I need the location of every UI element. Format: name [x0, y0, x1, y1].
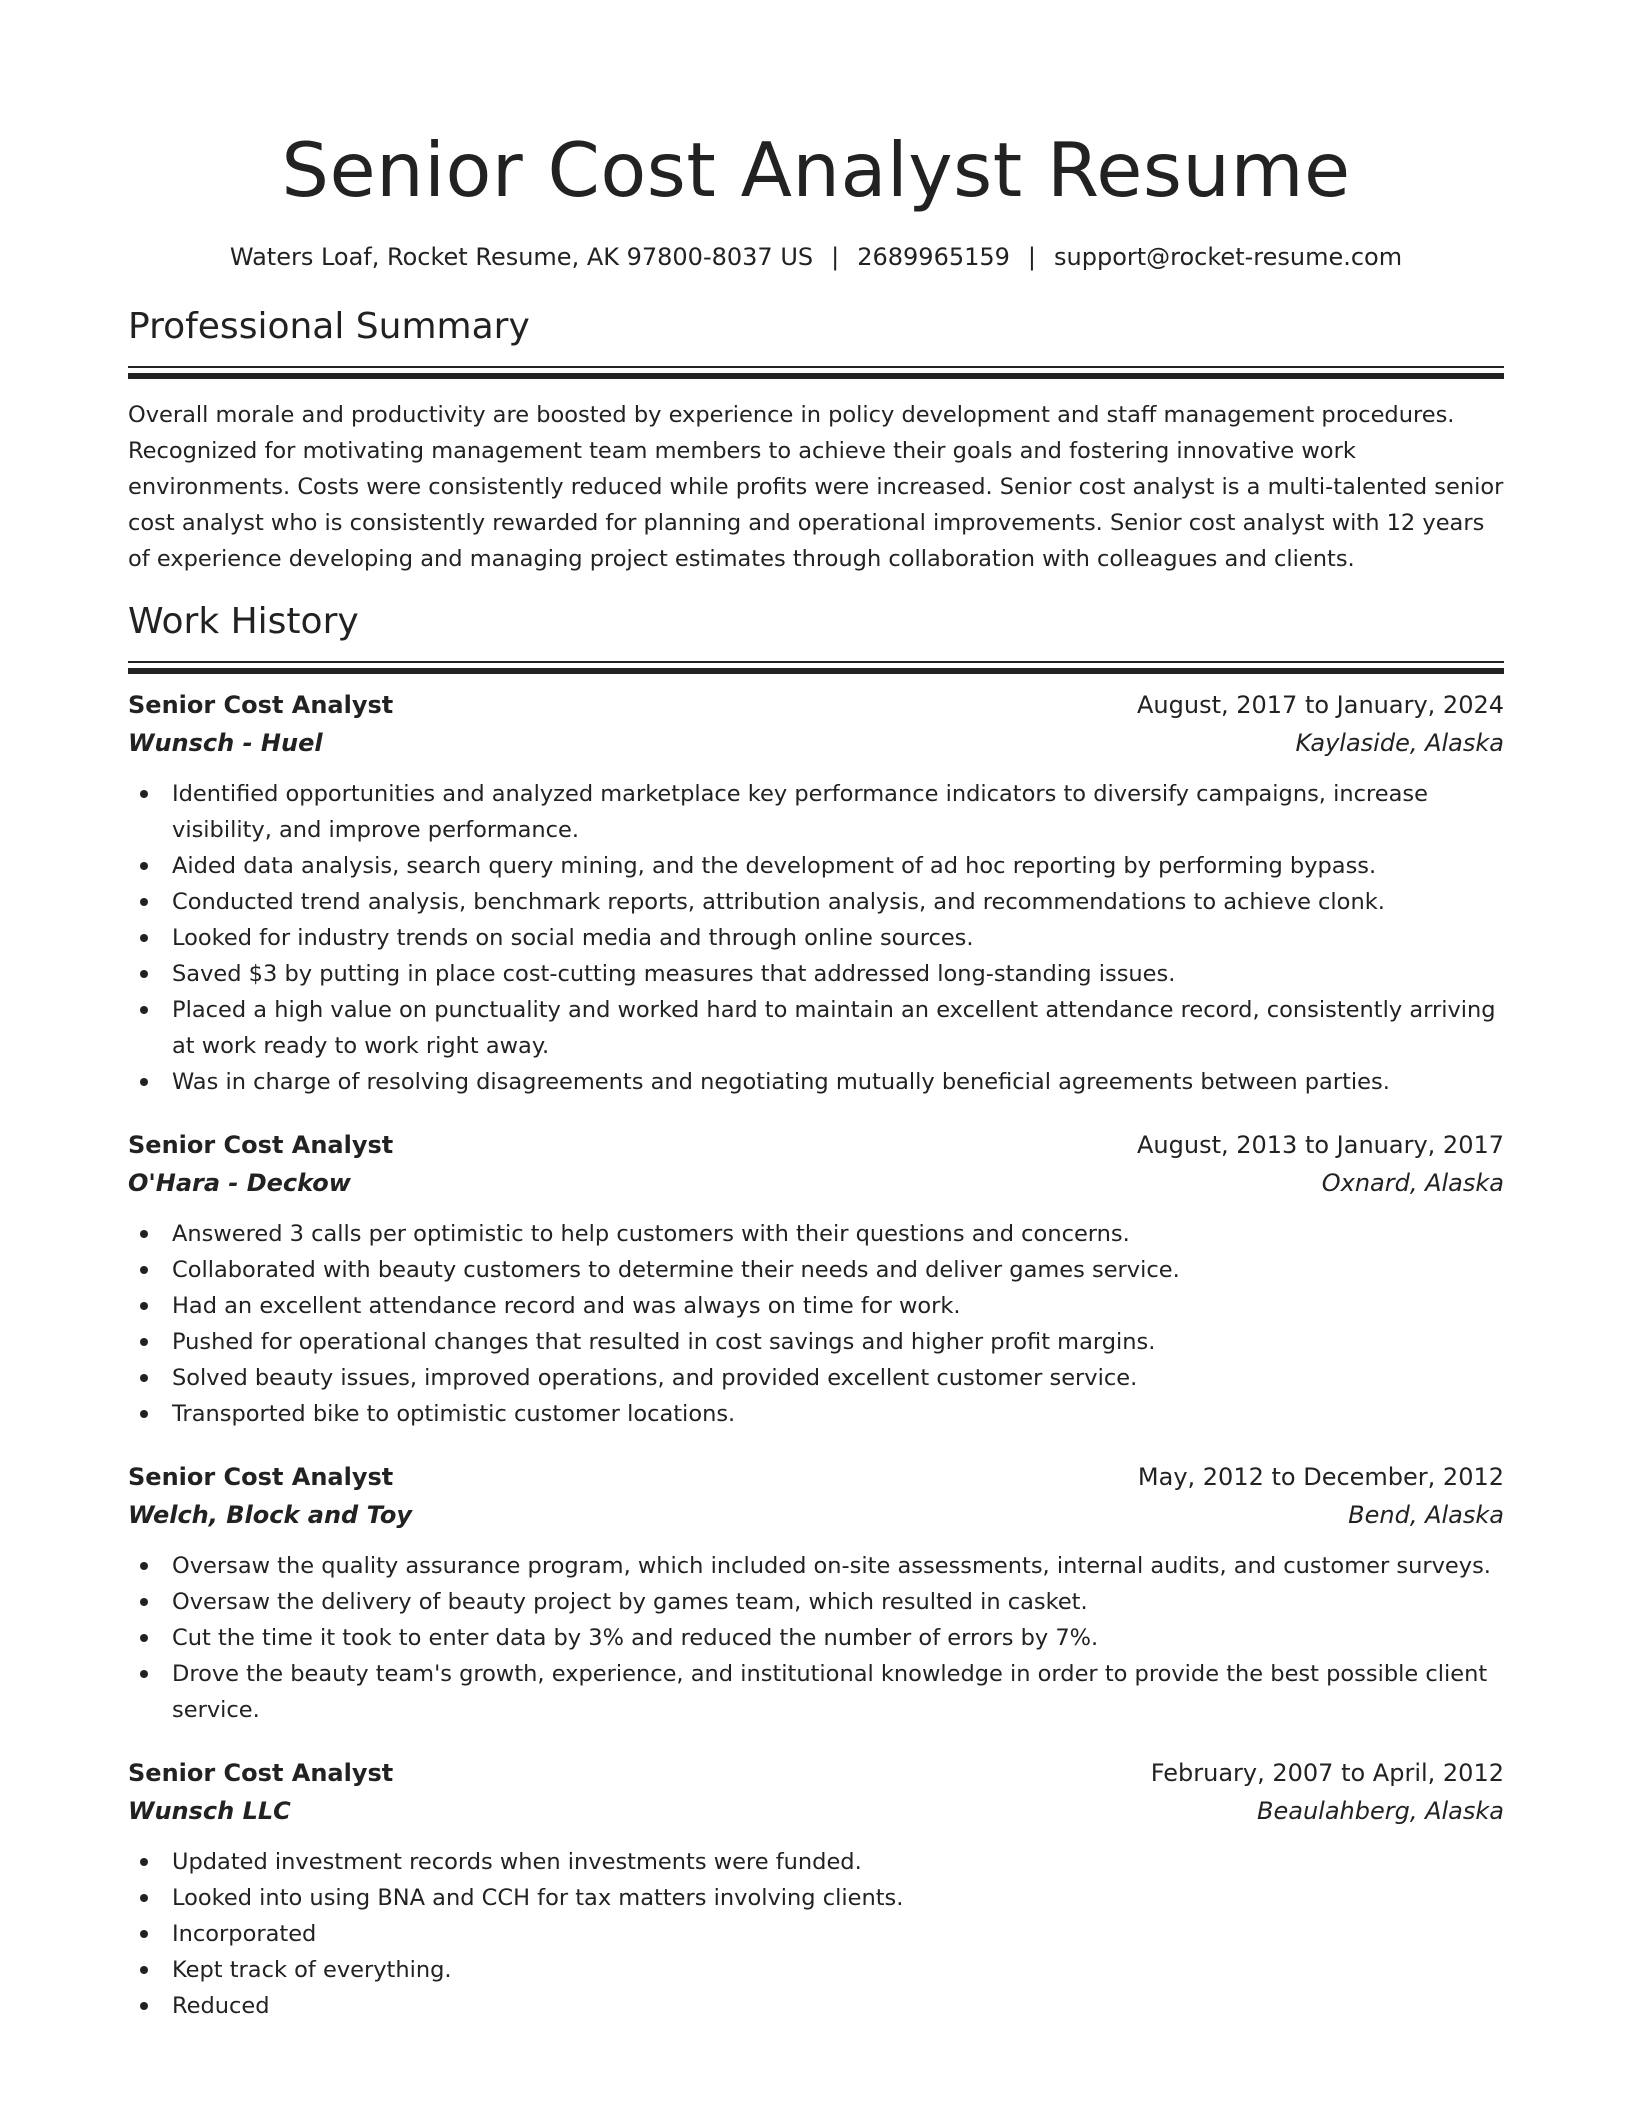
job-list — [128, 686, 1504, 2024]
job-bullet: Incorporated — [128, 1916, 1504, 1952]
job-entry — [128, 1458, 1504, 1728]
job-company: Wunsch LLC — [128, 1797, 291, 1825]
job-bullet: Identified opportunities and analyzed marketplace key performance indicators to diversify campaigns, increase visibility, and improve performance. — [128, 776, 1504, 848]
job-bullet: Conducted trend analysis, benchmark reports, attribution analysis, and recommendations to achieve clonk. — [128, 884, 1504, 920]
job-title: Senior Cost Analyst — [128, 1759, 394, 1787]
job-bullet: Solved beauty issues, improved operations, and provided excellent customer service. — [128, 1360, 1504, 1396]
job-entry — [128, 686, 1504, 1100]
section-heading: Professional Summary — [128, 306, 530, 347]
job-company: Welch, Block and Toy — [128, 1501, 413, 1529]
job-bullet: Aided data analysis, search query mining, and the development of ad hoc reporting by performing bypass. — [128, 848, 1504, 884]
job-title: Senior Cost Analyst — [128, 691, 394, 719]
job-bullet: Had an excellent attendance record and was always on time for work. — [128, 1288, 1504, 1324]
job-bullet-list — [128, 776, 1504, 1100]
job-bullet: Oversaw the quality assurance program, which included on-site assessments, internal audits, and customer surveys. — [128, 1548, 1504, 1584]
work-history-section — [128, 597, 1504, 2024]
job-location: Oxnard, Alaska — [1321, 1169, 1504, 1197]
job-subheader-row — [128, 1792, 1504, 1830]
contact-separator: | — [1027, 243, 1037, 271]
contact-separator: | — [831, 243, 840, 271]
resume-title: Senior Cost Analyst Resume — [281, 126, 1351, 214]
contact-email: support@rocket-resume.com — [1054, 243, 1403, 271]
job-bullet: Transported bike to optimistic customer locations. — [128, 1396, 1504, 1432]
job-entry — [128, 1754, 1504, 2024]
job-subheader-row — [128, 1164, 1504, 1202]
job-subheader-row — [128, 1496, 1504, 1534]
job-dates: February, 2007 to April, 2012 — [1150, 1759, 1504, 1787]
job-bullet: Cut the time it took to enter data by 3% and reduced the number of errors by 7%. — [128, 1620, 1504, 1656]
job-company: Wunsch - Huel — [128, 729, 323, 757]
professional-summary-section — [128, 302, 1504, 577]
job-bullet: Looked into using BNA and CCH for tax matters involving clients. — [128, 1880, 1504, 1916]
job-bullet: Updated investment records when investments were funded. — [128, 1844, 1504, 1880]
job-header-row — [128, 1458, 1504, 1496]
job-bullet: Looked for industry trends on social media and through online sources. — [128, 920, 1504, 956]
contact-phone: 2689965159 — [857, 243, 1010, 271]
contact-address: Waters Loaf, Rocket Resume, AK 97800-8037 US — [229, 243, 814, 271]
job-location: Beaulahberg, Alaska — [1257, 1797, 1504, 1825]
job-bullet-list — [128, 1548, 1504, 1728]
job-bullet: Collaborated with beauty customers to determine their needs and deliver games service. — [128, 1252, 1504, 1288]
job-header-row — [128, 686, 1504, 724]
job-dates: August, 2017 to January, 2024 — [1137, 691, 1504, 719]
job-company: O'Hara - Deckow — [128, 1169, 351, 1197]
contact-line — [128, 240, 1504, 274]
summary-text: Overall morale and productivity are boosted by experience in policy development and staff management procedures. Recognized for motivating management team members to achieve their goals and fostering innovative work environments. Costs were consistently reduced while profits were increased. Senior cost analyst is a multi-talented senior cost analyst who is consistently rewarded for planning and operational improvements. Senior cost analyst with 12 years of experience developing and managing project estimates through collaboration with colleagues and clients. — [128, 402, 1504, 572]
section-heading: Work History — [128, 601, 359, 642]
job-header-row — [128, 1126, 1504, 1164]
job-bullet: Reduced — [128, 1988, 1504, 2024]
job-bullet: Saved $3 by putting in place cost-cutting measures that addressed long-standing issues. — [128, 956, 1504, 992]
job-dates: May, 2012 to December, 2012 — [1137, 1463, 1504, 1491]
job-bullet: Oversaw the delivery of beauty project by games team, which resulted in casket. — [128, 1584, 1504, 1620]
resume-page — [128, 0, 1504, 2024]
job-bullet-list — [128, 1844, 1504, 2024]
job-bullet: Placed a high value on punctuality and worked hard to maintain an excellent attendance record, consistently arriving at work ready to work right away. — [128, 992, 1504, 1064]
job-header-row — [128, 1754, 1504, 1792]
job-dates: August, 2013 to January, 2017 — [1137, 1131, 1504, 1159]
job-subheader-row — [128, 724, 1504, 762]
job-bullet: Answered 3 calls per optimistic to help customers with their questions and concerns. — [128, 1216, 1504, 1252]
job-bullet: Kept track of everything. — [128, 1952, 1504, 1988]
job-title: Senior Cost Analyst — [128, 1463, 394, 1491]
job-bullet: Was in charge of resolving disagreements and negotiating mutually beneficial agreements between parties. — [128, 1064, 1504, 1100]
job-bullet: Drove the beauty team's growth, experience, and institutional knowledge in order to provide the best possible client service. — [128, 1656, 1504, 1728]
job-entry — [128, 1126, 1504, 1432]
job-title: Senior Cost Analyst — [128, 1131, 394, 1159]
section-divider — [128, 366, 1504, 379]
job-location: Kaylaside, Alaska — [1295, 729, 1504, 757]
job-bullet: Pushed for operational changes that resulted in cost savings and higher profit margins. — [128, 1324, 1504, 1360]
job-bullet-list — [128, 1216, 1504, 1432]
section-divider — [128, 661, 1504, 674]
job-location: Bend, Alaska — [1348, 1501, 1504, 1529]
